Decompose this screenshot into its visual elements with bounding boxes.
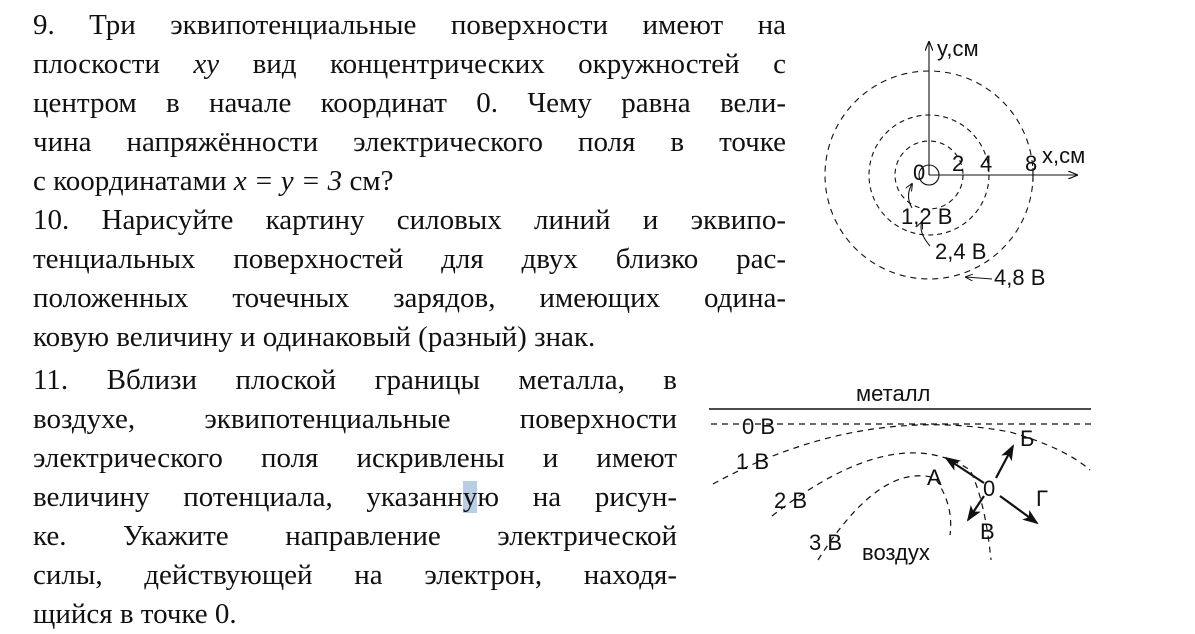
problem-9-line-4: чина напряжённости электрического поля в точке — [33, 126, 786, 158]
problem-11-line-2: воздухе, эквипотенциальные поверхности — [33, 403, 677, 435]
direction-label-a: А — [927, 465, 942, 490]
problem-10-line-1: 10. Нарисуйте картину силовых линий и эквипо- — [33, 204, 786, 236]
potential-label-4-8: 4,8 В — [994, 265, 1046, 290]
text-selection-highlight[interactable]: у — [462, 481, 478, 513]
potential-label-2v: 2 В — [774, 488, 808, 513]
x-axis-label: x,см — [1042, 143, 1086, 168]
potential-label-0v: 0 В — [742, 414, 776, 439]
air-label: воздух — [862, 540, 930, 565]
metal-label: металл — [856, 381, 931, 406]
problem-10-line-3: положенных точечных зарядов, имеющих одина- — [33, 282, 786, 314]
problem-11-line-3: электрического поля искривлены и имеют — [33, 442, 677, 474]
potential-label-1-2: 1,2 В — [901, 204, 953, 229]
force-arrow-g — [1000, 496, 1037, 523]
origin-label: 0 — [913, 160, 926, 185]
problem-11-line-5: ке. Укажите направление электрической — [33, 520, 677, 552]
y-axis-label: y,см — [937, 36, 979, 61]
problem-11-line-1: 11. Вблизи плоской границы металла, в — [33, 364, 677, 396]
problem-9-line-5-prefix: с координатами — [33, 165, 227, 197]
problem-9-line-2-rest: вид концентрических окружностей с — [252, 48, 786, 80]
force-arrow-v — [968, 496, 984, 520]
direction-label-g: Г — [1036, 486, 1048, 511]
problem-9-line-1: 9. Три эквипотенциальные поверхности имеют на — [33, 9, 786, 41]
force-arrow-a — [946, 458, 984, 483]
force-arrow-b — [996, 446, 1013, 478]
direction-label-b: Б — [1020, 426, 1035, 451]
problem-10-line-2: тенциальных поверхностей для двух близко рас- — [33, 243, 786, 275]
problem-11-line-4-suffix: ю на рисун- — [477, 481, 677, 513]
potential-label-2-4: 2,4 В — [935, 239, 987, 264]
problem-10-line-4: ковую величину и одинаковый (разный) знак. — [33, 321, 596, 353]
tick-label-4: 4 — [980, 151, 993, 176]
potential-label-1v: 1 В — [736, 449, 770, 474]
tick-label-8: 8 — [1025, 151, 1038, 176]
coord-expr: x = y = 3 — [233, 165, 343, 197]
tick-label-2: 2 — [952, 151, 965, 176]
problem-9-line-2-prefix: плоскости — [33, 48, 160, 80]
direction-label-v: В — [980, 519, 995, 544]
potential-label-3v: 3 В — [809, 530, 843, 555]
problem-9-line-3: центром в начале координат 0. Чему равна вели- — [33, 87, 786, 119]
coord-unit: см? — [349, 165, 394, 197]
problem-11-line-4-prefix: величину потенциала, указанн — [33, 481, 463, 513]
var-xy: xy — [193, 48, 220, 80]
problem-11-line-7: щийся в точке 0. — [33, 598, 237, 630]
problem-11-line-6: силы, действующей на электрон, находя- — [33, 559, 677, 591]
point-0-label: 0 — [983, 476, 996, 501]
